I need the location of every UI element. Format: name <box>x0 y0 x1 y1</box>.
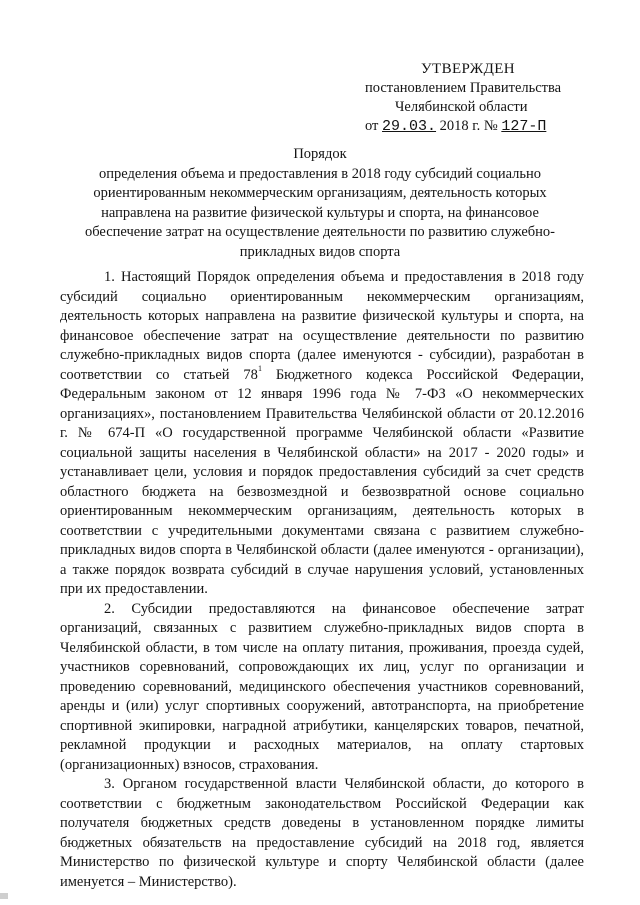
approval-date-line <box>365 117 605 136</box>
approval-title: УТВЕРЖДЕН <box>421 61 516 77</box>
paragraph-1 <box>60 268 584 600</box>
heading-line: направлена на развитие физической культуры и спорта, на финансовое <box>101 204 539 221</box>
scan-artifact <box>0 893 8 899</box>
approval-line-region: Челябинской области <box>395 99 528 115</box>
heading-line: ориентированным некоммерческим организациям, деятельность которых <box>93 185 547 201</box>
approval-block <box>365 60 605 136</box>
heading-line: обеспечение затрат на осуществление деятельности по развитию служебно- <box>84 224 555 240</box>
paragraph-1-part-b: Бюджетного кодекса Российской Федерации, Федеральным законом от 12 января 1996 года № 7-ФЗ «О некоммерческих организациях», постановлением Правительства Челябинской области от 20.12.2016 г. № 674-П «О государственной программе Челябинской области «Развитие социальной защиты населения в Челябинской области» на 2017 - 2020 годы» и устанавливает цели, условия и порядок предоставления субсидий за счет средств областного бюджета на безвозмездной и безвозвратной основе социально ориентированным некоммерческим организациям, деятельность которых в соответствии с учредительными документами связана с развитием служебно-прикладных видов спорта в Челябинской области (далее именуются - организации), а также порядок возврата субсидий в случае нарушения условий, установленных при их предоставлении. <box>60 366 584 597</box>
superscript: 1 <box>257 363 262 373</box>
heading-line: определения объема и предоставления в 2018 году субсидий социально <box>98 165 542 182</box>
approval-number: 127-П <box>501 118 547 135</box>
approval-line-resolution: постановлением Правительства <box>365 80 562 96</box>
approval-date: 29.03. <box>382 118 437 135</box>
paragraph-3: 3. Органом государственной власти Челябинской области, до которого в соответствии с бюджетным законодательством Российской Федерации как получателя бюджетных средств доведены в установленном порядке лимиты бюджетных обязательств на предоставление субсидий на 2018 год, является Министерство по физической культуре и спорту Челябинской области (далее именуется – Министерство). <box>60 776 584 890</box>
approval-year: 2018 г. № <box>439 118 498 134</box>
paragraph-2: 2. Субсидии предоставляются на финансовое обеспечение затрат организаций, связанных с развитием служебно-прикладных видов спорта в Челябинской области, в том числе на оплату питания, проживания, проезда судей, участников соревнований, сопровождающих их лиц, услуг по организации и проведению соревнований, медицинского обеспечения участников соревнований, аренды и (или) услуг спортивных сооружений, автотранспорта, на приобретение спортивной экипировки, наградной атрибутики, канцелярских товаров, печатной, рекламной продукции и расходных материалов, на оплату стартовых (организационных) взносов, страхования. <box>60 600 584 773</box>
document-body <box>60 268 584 892</box>
document-heading <box>60 145 580 262</box>
heading-line: прикладных видов спорта <box>239 243 401 260</box>
paragraph-1-part-a: 1. Настоящий Порядок определения объема и предоставления в 2018 году субсидий социально ориентированным некоммерческим организациям, деятельность которых направлена на развитие физической культуры и спорта, на финансовое обеспечение затрат на осуществление деятельности по развитию служебно-прикладных видов спорта (далее именуются - субсидии), разработан в соответствии со статьей 78 <box>60 269 584 383</box>
date-prefix: от <box>365 118 379 134</box>
heading-title: Порядок <box>293 146 347 162</box>
